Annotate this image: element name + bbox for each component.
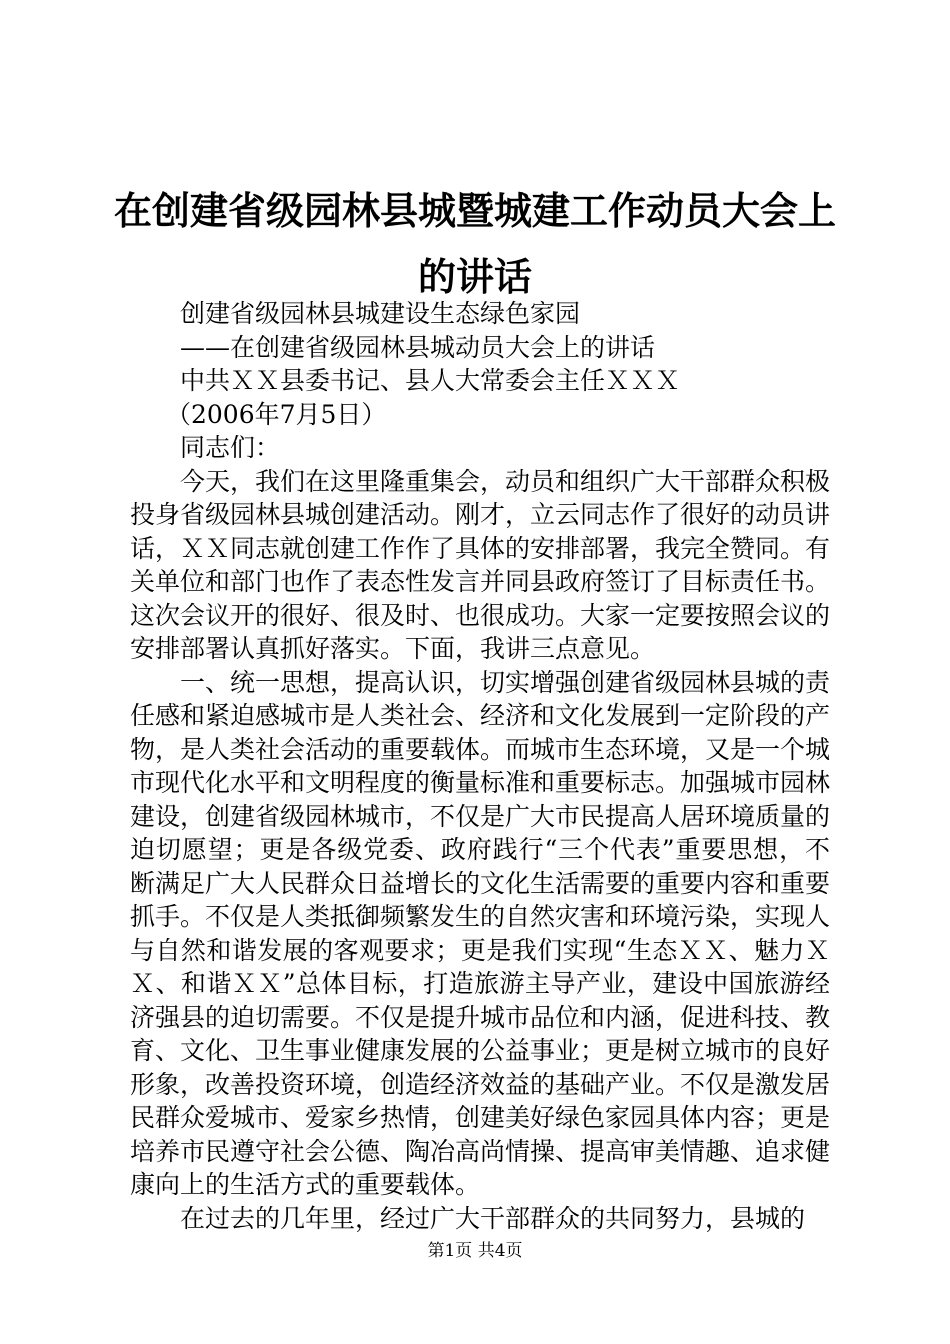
page-footer: 第1页 共4页	[427, 1241, 523, 1261]
salutation-line: 同志们：	[180, 433, 281, 462]
paragraph-1: 今天，我们在这里隆重集会，动员和组织广大干部群众积极投身省级园林县城创建活动。刚才，立云同志作了很好的动员讲话，ＸＸ同志就创建工作作了具体的安排部署，我完全赞同。有关单位和部门也作了表态性发言并同县政府签订了目标责任书。这次会议开的很好、很及时、也很成功。大家一定要按照会议的安排部署认真抓好落实。下面，我讲三点意见。	[130, 466, 831, 663]
subtitle-line: 创建省级园林县城建设生态绿色家园	[180, 299, 581, 328]
paragraph-3: 在过去的几年里，经过广大干部群众的共同努力，县城的	[180, 1203, 806, 1233]
document-title: 在创建省级园林县城暨城建工作动员大会上的讲话	[113, 188, 836, 299]
speaker-line: 中共ＸＸ县委书记、县人大常委会主任ＸＸＸ	[180, 366, 681, 395]
document-body	[130, 297, 830, 1235]
paragraph-2: 一、统一思想，提高认识，切实增强创建省级园林县城的责任感和紧迫感城市是人类社会、经济和文化发展到一定阶段的产物，是人类社会活动的重要载体。而城市生态环境，又是一个城市现代化水平和文明程度的衡量标准和重要标志。加强城市园林建设，创建省级园林城市，不仅是广大市民提高人居环境质量的迫切愿望；更是各级党委、政府践行“三个代表”重要思想，不断满足广大人民群众日益增长的文化生活需要的重要内容和重要抓手。不仅是人类抵御频繁发生的自然灾害和环境污染，实现人与自然和谐发展的客观要求；更是我们实现“生态ＸＸ、魅力ＸＸ、和谐ＸＸ”总体目标，打造旅游主导产业，建设中国旅游经济强县的迫切需要。不仅是提升城市品位和内涵，促进科技、教育、文化、卫生事业健康发展的公益事业；更是树立城市的良好形象，改善投资环境，创造经济效益的基础产业。不仅是激发居民群众爱城市、爱家乡热情，创建美好绿色家园具体内容；更是培养市民遵守社会公德、陶冶高尚情操、提高审美情趣、追求健康向上的生活方式的重要载体。	[130, 667, 831, 1199]
date-line: （2006年7月5日）	[166, 399, 387, 429]
subtitle-speech-line: ——在创建省级园林县城动员大会上的讲话	[180, 332, 656, 362]
